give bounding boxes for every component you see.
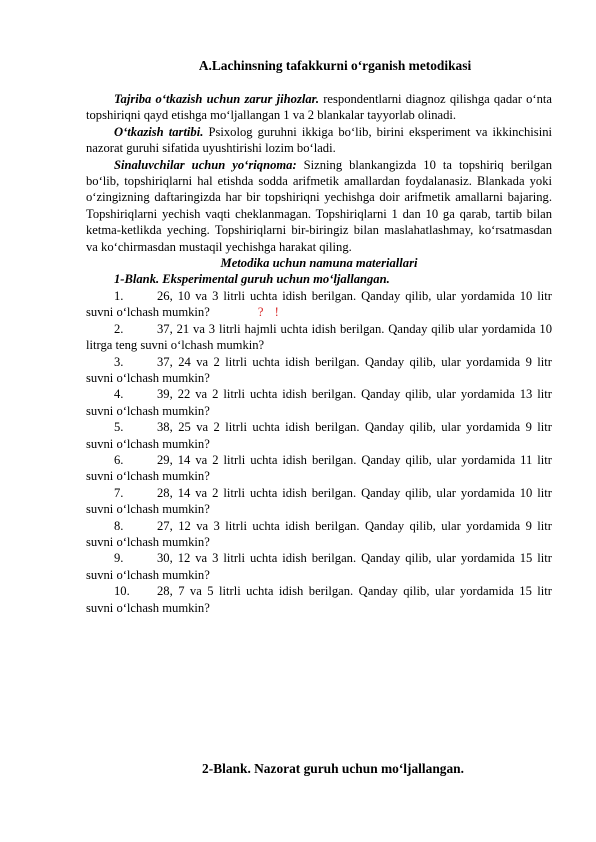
task-text: 29, 14 va 2 litrli uchta idish berilgan. Qanday qilib, ular yordamida 11 litr suvni oʻlchash mumkin?: [86, 452, 552, 484]
task-number: 1.: [114, 288, 124, 303]
task-text: 38, 25 va 2 litrli uchta idish berilgan. Qanday qilib, ular yordamida 9 litr suvni oʻlchash mumkin?: [86, 420, 552, 451]
task-number: 2.: [114, 321, 124, 336]
paragraph-procedure: [86, 124, 552, 157]
task-text: 37, 21 va 3 litrli hajmli uchta idish berilgan. Qanday qilib ular yordamida 10 litrga teng suvni oʻlchash mumkin?: [86, 321, 552, 353]
task-item: [86, 550, 552, 583]
task-item: [86, 583, 552, 616]
task-item: [86, 386, 552, 419]
task-text: 27, 12 va 3 litrli uchta idish berilgan. Qanday qilib, ular yordamida 9 litr suvni oʻlchash mumkin?: [86, 518, 552, 549]
paragraph-lead: Sinaluvchilar uchun yoʻriqnoma:: [114, 157, 297, 172]
task-number: 8.: [114, 518, 124, 533]
task-number: 7.: [114, 485, 124, 500]
task-text: 28, 14 va 2 litrli uchta idish berilgan. Qanday qilib, ular yordamida 10 litr suvni oʻlchash mumkin?: [86, 485, 552, 517]
task-item: [86, 354, 552, 387]
blank2-heading: 2-Blank. Nazorat guruh uchun moʻljallangan.: [202, 761, 464, 776]
task-number: 9.: [114, 551, 124, 566]
task-text: 37, 24 va 2 litrli uchta idish berilgan. Qanday qilib, ular yordamida 9 litr suvni oʻlchash mumkin?: [86, 354, 552, 385]
section-heading: Metodika uchun namuna materiallari: [220, 256, 418, 271]
task-item: [86, 485, 552, 518]
task-text: 39, 22 va 2 litrli uchta idish berilgan. Qanday qilib, ular yordamida 13 litr suvni oʻlchash mumkin?: [86, 387, 552, 418]
task-item: [86, 321, 552, 354]
task-number: 6.: [114, 452, 124, 467]
paragraph-text: Psixolog guruhni ikkiga boʻlib, birini eksperiment va ikkinchisini nazorat guruhi sifatida uyushtirishi lozim boʻladi.: [86, 124, 552, 156]
task-number: 10.: [114, 584, 130, 599]
task-item: [86, 452, 552, 485]
paragraph-equipment: [86, 91, 552, 124]
task-text: 28, 7 va 5 litrli uchta idish berilgan. Qanday qilib, ular yordamida 15 litr suvni oʻlchash mumkin?: [86, 584, 552, 615]
task-item: [86, 419, 552, 452]
task-number: 3.: [114, 354, 124, 369]
task-item: [86, 518, 552, 551]
task-item: [86, 288, 552, 321]
task-text: 30, 12 va 3 litrli uchta idish berilgan. Qanday qilib, ular yordamida 15 litr suvni oʻlchash mumkin?: [86, 551, 552, 582]
handwritten-annotation: ? !: [257, 305, 283, 320]
task-number: 4.: [114, 387, 124, 402]
document-body: [86, 91, 552, 616]
paragraph-lead: Oʻtkazish tartibi.: [114, 124, 204, 139]
task-number: 5.: [114, 420, 124, 435]
task-text: 26, 10 va 3 litrli uchta idish berilgan. Qanday qilib, ular yordamida 10 litr suvni oʻlchash mumkin?: [86, 288, 552, 320]
paragraph-text: respondentlarni diagnoz qilishga qadar oʻnta topshiriqni qayd etishga moʻljallangan 1 va 2 blankalar tayyorlab olinadi.: [86, 92, 552, 123]
blank1-heading: 1-Blank. Eksperimental guruh uchun moʻljallangan.: [114, 272, 390, 287]
page-title: A.Lachinsning tafakkurni oʻrganish metodikasi: [198, 58, 472, 73]
paragraph-instructions: [86, 157, 552, 255]
paragraph-text: Sizning blankangizda 10 ta topshiriq berilgan boʻlib, topshiriqlarni hal etishda sodda arifmetik amallardan foydalanasiz. Blankada yoki oʻzingizning daftaringizda har bir topshiriqni yechishga doir arifmetik amallarni bajaring. Topshiriqlarni yechish vaqti cheklanmagan. Topshiriqlarni 1 dan 10 ga qarab, tartib bilan ketma-ketlikda yeching. Topshiriqlarni bir-biringiz bilan maslahatlashmay, koʻrsatmasdan va koʻchirmasdan mustaqil yechishga harakat qiling.: [86, 157, 552, 254]
paragraph-lead: Tajriba oʻtkazish uchun zarur jihozlar.: [114, 92, 320, 106]
